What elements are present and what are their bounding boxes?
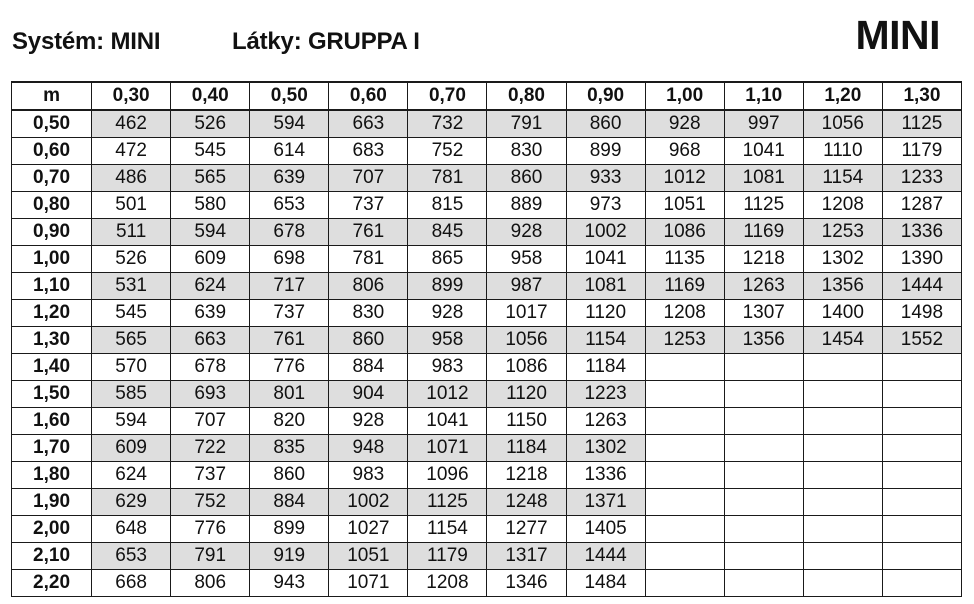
price-cell: 486 <box>92 165 171 192</box>
row-header: 1,50 <box>12 381 92 408</box>
price-cell: 570 <box>92 354 171 381</box>
price-cell: 801 <box>250 381 329 408</box>
price-cell <box>645 435 724 462</box>
price-cell <box>803 516 882 543</box>
price-cell: 722 <box>171 435 250 462</box>
price-cell <box>645 408 724 435</box>
price-cell: 1125 <box>724 192 803 219</box>
price-cell: 545 <box>92 300 171 327</box>
price-cell: 884 <box>250 489 329 516</box>
table-row <box>12 462 962 489</box>
price-cell: 1287 <box>882 192 961 219</box>
price-cell <box>724 408 803 435</box>
price-cell: 860 <box>487 165 566 192</box>
row-header: 1,10 <box>12 273 92 300</box>
price-cell: 1208 <box>408 570 487 597</box>
price-cell: 678 <box>250 219 329 246</box>
price-cell: 899 <box>250 516 329 543</box>
price-cell: 1405 <box>566 516 645 543</box>
price-cell <box>803 570 882 597</box>
price-cell: 1150 <box>487 408 566 435</box>
price-cell <box>803 489 882 516</box>
price-cell: 609 <box>92 435 171 462</box>
row-header: 1,60 <box>12 408 92 435</box>
price-cell: 1071 <box>329 570 408 597</box>
price-cell: 820 <box>250 408 329 435</box>
table-row <box>12 516 962 543</box>
price-cell: 1371 <box>566 489 645 516</box>
price-cell: 865 <box>408 246 487 273</box>
price-cell: 899 <box>566 138 645 165</box>
price-cell: 1041 <box>408 408 487 435</box>
price-cell: 663 <box>171 327 250 354</box>
price-cell: 717 <box>250 273 329 300</box>
row-header: 0,90 <box>12 219 92 246</box>
price-cell: 565 <box>92 327 171 354</box>
price-cell: 1302 <box>566 435 645 462</box>
price-cell: 1484 <box>566 570 645 597</box>
column-header: 0,70 <box>408 82 487 110</box>
row-header: 1,00 <box>12 246 92 273</box>
price-cell: 958 <box>408 327 487 354</box>
price-cell: 668 <box>92 570 171 597</box>
price-cell <box>803 381 882 408</box>
table-row <box>12 381 962 408</box>
price-cell: 928 <box>645 110 724 138</box>
price-cell <box>645 489 724 516</box>
price-cell: 1096 <box>408 462 487 489</box>
price-cell: 919 <box>250 543 329 570</box>
price-cell: 1336 <box>882 219 961 246</box>
column-header: 1,20 <box>803 82 882 110</box>
price-cell: 1356 <box>803 273 882 300</box>
price-cell: 1154 <box>803 165 882 192</box>
price-cell: 904 <box>329 381 408 408</box>
price-cell: 1120 <box>566 300 645 327</box>
price-cell: 933 <box>566 165 645 192</box>
table-row <box>12 570 962 597</box>
price-cell: 1208 <box>645 300 724 327</box>
price-cell <box>724 516 803 543</box>
price-cell: 1179 <box>408 543 487 570</box>
column-header: 1,00 <box>645 82 724 110</box>
price-cell <box>724 354 803 381</box>
price-cell: 663 <box>329 110 408 138</box>
price-cell: 845 <box>408 219 487 246</box>
price-cell: 639 <box>250 165 329 192</box>
price-cell: 806 <box>329 273 408 300</box>
column-header: 0,30 <box>92 82 171 110</box>
price-cell: 1346 <box>487 570 566 597</box>
price-cell: 707 <box>329 165 408 192</box>
price-cell: 653 <box>92 543 171 570</box>
price-cell <box>882 435 961 462</box>
price-cell: 987 <box>487 273 566 300</box>
price-cell: 968 <box>645 138 724 165</box>
price-cell: 928 <box>408 300 487 327</box>
row-header: 1,90 <box>12 489 92 516</box>
price-cell: 928 <box>487 219 566 246</box>
price-cell: 1223 <box>566 381 645 408</box>
price-cell: 1263 <box>566 408 645 435</box>
price-cell <box>803 408 882 435</box>
price-cell: 1277 <box>487 516 566 543</box>
price-cell: 629 <box>92 489 171 516</box>
price-cell: 1135 <box>645 246 724 273</box>
price-cell: 830 <box>487 138 566 165</box>
price-cell <box>882 570 961 597</box>
price-cell: 565 <box>171 165 250 192</box>
row-header: 1,80 <box>12 462 92 489</box>
price-cell: 1056 <box>803 110 882 138</box>
price-cell <box>882 381 961 408</box>
column-header: 0,90 <box>566 82 645 110</box>
price-cell: 1120 <box>487 381 566 408</box>
price-cell <box>724 543 803 570</box>
price-cell: 737 <box>329 192 408 219</box>
price-cell: 737 <box>171 462 250 489</box>
price-cell: 511 <box>92 219 171 246</box>
price-cell: 1002 <box>566 219 645 246</box>
price-cell: 693 <box>171 381 250 408</box>
price-cell <box>882 462 961 489</box>
column-header: 0,50 <box>250 82 329 110</box>
price-cell: 1051 <box>329 543 408 570</box>
price-cell: 585 <box>92 381 171 408</box>
price-cell: 752 <box>408 138 487 165</box>
price-cell: 462 <box>92 110 171 138</box>
table-row <box>12 327 962 354</box>
price-cell: 531 <box>92 273 171 300</box>
price-cell: 1307 <box>724 300 803 327</box>
price-cell: 653 <box>250 192 329 219</box>
column-header: 0,60 <box>329 82 408 110</box>
price-cell: 1017 <box>487 300 566 327</box>
price-cell: 830 <box>329 300 408 327</box>
price-cell <box>724 462 803 489</box>
row-header: 1,30 <box>12 327 92 354</box>
table-row <box>12 192 962 219</box>
price-cell <box>724 435 803 462</box>
price-cell: 1012 <box>408 381 487 408</box>
price-cell <box>645 570 724 597</box>
price-cell: 815 <box>408 192 487 219</box>
price-cell: 1154 <box>566 327 645 354</box>
table-header <box>12 82 962 110</box>
table-row <box>12 138 962 165</box>
price-cell: 1208 <box>803 192 882 219</box>
price-cell: 1179 <box>882 138 961 165</box>
price-cell: 1218 <box>487 462 566 489</box>
price-cell: 609 <box>171 246 250 273</box>
price-cell: 1154 <box>408 516 487 543</box>
row-header: 1,70 <box>12 435 92 462</box>
price-cell: 1184 <box>566 354 645 381</box>
table-row <box>12 435 962 462</box>
brand-title: MINI <box>855 12 940 58</box>
price-cell <box>645 543 724 570</box>
price-cell: 1012 <box>645 165 724 192</box>
price-cell <box>724 381 803 408</box>
price-cell <box>882 408 961 435</box>
column-header: 1,30 <box>882 82 961 110</box>
table-row <box>12 300 962 327</box>
row-header: 0,80 <box>12 192 92 219</box>
price-cell: 698 <box>250 246 329 273</box>
price-cell: 1233 <box>882 165 961 192</box>
price-cell: 1454 <box>803 327 882 354</box>
row-header: 0,50 <box>12 110 92 138</box>
page-header <box>10 0 960 78</box>
table-row <box>12 543 962 570</box>
price-cell: 899 <box>408 273 487 300</box>
row-header: 2,20 <box>12 570 92 597</box>
table-row <box>12 246 962 273</box>
price-cell: 624 <box>92 462 171 489</box>
table-row <box>12 489 962 516</box>
price-cell: 707 <box>171 408 250 435</box>
price-cell: 948 <box>329 435 408 462</box>
price-cell: 958 <box>487 246 566 273</box>
price-cell: 781 <box>408 165 487 192</box>
price-cell: 1081 <box>566 273 645 300</box>
price-cell: 594 <box>92 408 171 435</box>
price-cell: 1498 <box>882 300 961 327</box>
column-header: 1,10 <box>724 82 803 110</box>
price-cell: 624 <box>171 273 250 300</box>
price-cell: 761 <box>329 219 408 246</box>
fabric-group-label: Látky: GRUPPA I <box>232 28 420 55</box>
price-cell: 997 <box>724 110 803 138</box>
price-cell: 1248 <box>487 489 566 516</box>
price-cell: 860 <box>250 462 329 489</box>
price-cell: 526 <box>92 246 171 273</box>
price-cell: 1184 <box>487 435 566 462</box>
price-table <box>11 81 962 597</box>
price-cell: 983 <box>408 354 487 381</box>
price-cell: 737 <box>250 300 329 327</box>
price-cell <box>803 462 882 489</box>
price-cell: 973 <box>566 192 645 219</box>
price-cell: 678 <box>171 354 250 381</box>
price-cell: 806 <box>171 570 250 597</box>
price-cell: 1086 <box>645 219 724 246</box>
price-cell: 791 <box>171 543 250 570</box>
price-cell: 1169 <box>645 273 724 300</box>
price-cell: 889 <box>487 192 566 219</box>
column-header: 0,40 <box>171 82 250 110</box>
row-header: 1,20 <box>12 300 92 327</box>
price-cell: 791 <box>487 110 566 138</box>
price-cell: 1253 <box>645 327 724 354</box>
price-cell: 776 <box>250 354 329 381</box>
price-cell: 761 <box>250 327 329 354</box>
price-cell: 732 <box>408 110 487 138</box>
price-cell: 501 <box>92 192 171 219</box>
system-label: Systém: MINI <box>12 28 161 55</box>
price-cell: 1552 <box>882 327 961 354</box>
price-cell: 983 <box>329 462 408 489</box>
price-cell <box>645 354 724 381</box>
price-cell <box>882 354 961 381</box>
price-cell: 1027 <box>329 516 408 543</box>
price-cell: 1169 <box>724 219 803 246</box>
price-cell: 1218 <box>724 246 803 273</box>
price-cell: 860 <box>566 110 645 138</box>
price-cell: 1071 <box>408 435 487 462</box>
row-header: 2,00 <box>12 516 92 543</box>
table-row <box>12 273 962 300</box>
price-cell: 614 <box>250 138 329 165</box>
header-row <box>12 82 962 110</box>
price-cell: 472 <box>92 138 171 165</box>
price-cell: 1086 <box>487 354 566 381</box>
price-cell: 1390 <box>882 246 961 273</box>
price-cell: 835 <box>250 435 329 462</box>
price-cell: 752 <box>171 489 250 516</box>
price-cell: 1051 <box>645 192 724 219</box>
price-cell <box>645 462 724 489</box>
row-header: 2,10 <box>12 543 92 570</box>
price-cell <box>882 516 961 543</box>
price-cell: 1253 <box>803 219 882 246</box>
table-row <box>12 408 962 435</box>
price-cell <box>882 489 961 516</box>
price-cell: 781 <box>329 246 408 273</box>
price-cell: 1317 <box>487 543 566 570</box>
price-cell: 545 <box>171 138 250 165</box>
price-cell: 1125 <box>882 110 961 138</box>
price-cell <box>645 381 724 408</box>
price-cell: 526 <box>171 110 250 138</box>
price-cell: 594 <box>250 110 329 138</box>
row-header: 0,70 <box>12 165 92 192</box>
price-cell <box>882 543 961 570</box>
price-cell: 1041 <box>724 138 803 165</box>
row-header: 1,40 <box>12 354 92 381</box>
price-cell: 860 <box>329 327 408 354</box>
price-cell <box>724 570 803 597</box>
corner-label: m <box>12 82 92 110</box>
price-cell: 683 <box>329 138 408 165</box>
table-row <box>12 165 962 192</box>
row-header: 0,60 <box>12 138 92 165</box>
price-cell: 1444 <box>566 543 645 570</box>
price-cell <box>803 543 882 570</box>
price-cell: 776 <box>171 516 250 543</box>
price-cell: 1302 <box>803 246 882 273</box>
table-body <box>12 110 962 597</box>
price-cell <box>803 354 882 381</box>
table-row <box>12 110 962 138</box>
price-cell: 1336 <box>566 462 645 489</box>
price-cell <box>724 489 803 516</box>
price-cell: 1110 <box>803 138 882 165</box>
price-cell: 594 <box>171 219 250 246</box>
price-cell: 648 <box>92 516 171 543</box>
price-cell: 1041 <box>566 246 645 273</box>
price-cell: 1444 <box>882 273 961 300</box>
price-cell: 639 <box>171 300 250 327</box>
price-cell: 1002 <box>329 489 408 516</box>
price-cell: 1125 <box>408 489 487 516</box>
table-row <box>12 219 962 246</box>
price-cell: 943 <box>250 570 329 597</box>
price-cell: 1356 <box>724 327 803 354</box>
price-cell: 1056 <box>487 327 566 354</box>
price-cell: 1081 <box>724 165 803 192</box>
column-header: 0,80 <box>487 82 566 110</box>
price-cell: 928 <box>329 408 408 435</box>
table-row <box>12 354 962 381</box>
price-cell: 580 <box>171 192 250 219</box>
price-cell <box>803 435 882 462</box>
price-cell: 1263 <box>724 273 803 300</box>
price-cell <box>645 516 724 543</box>
price-cell: 1400 <box>803 300 882 327</box>
price-cell: 884 <box>329 354 408 381</box>
